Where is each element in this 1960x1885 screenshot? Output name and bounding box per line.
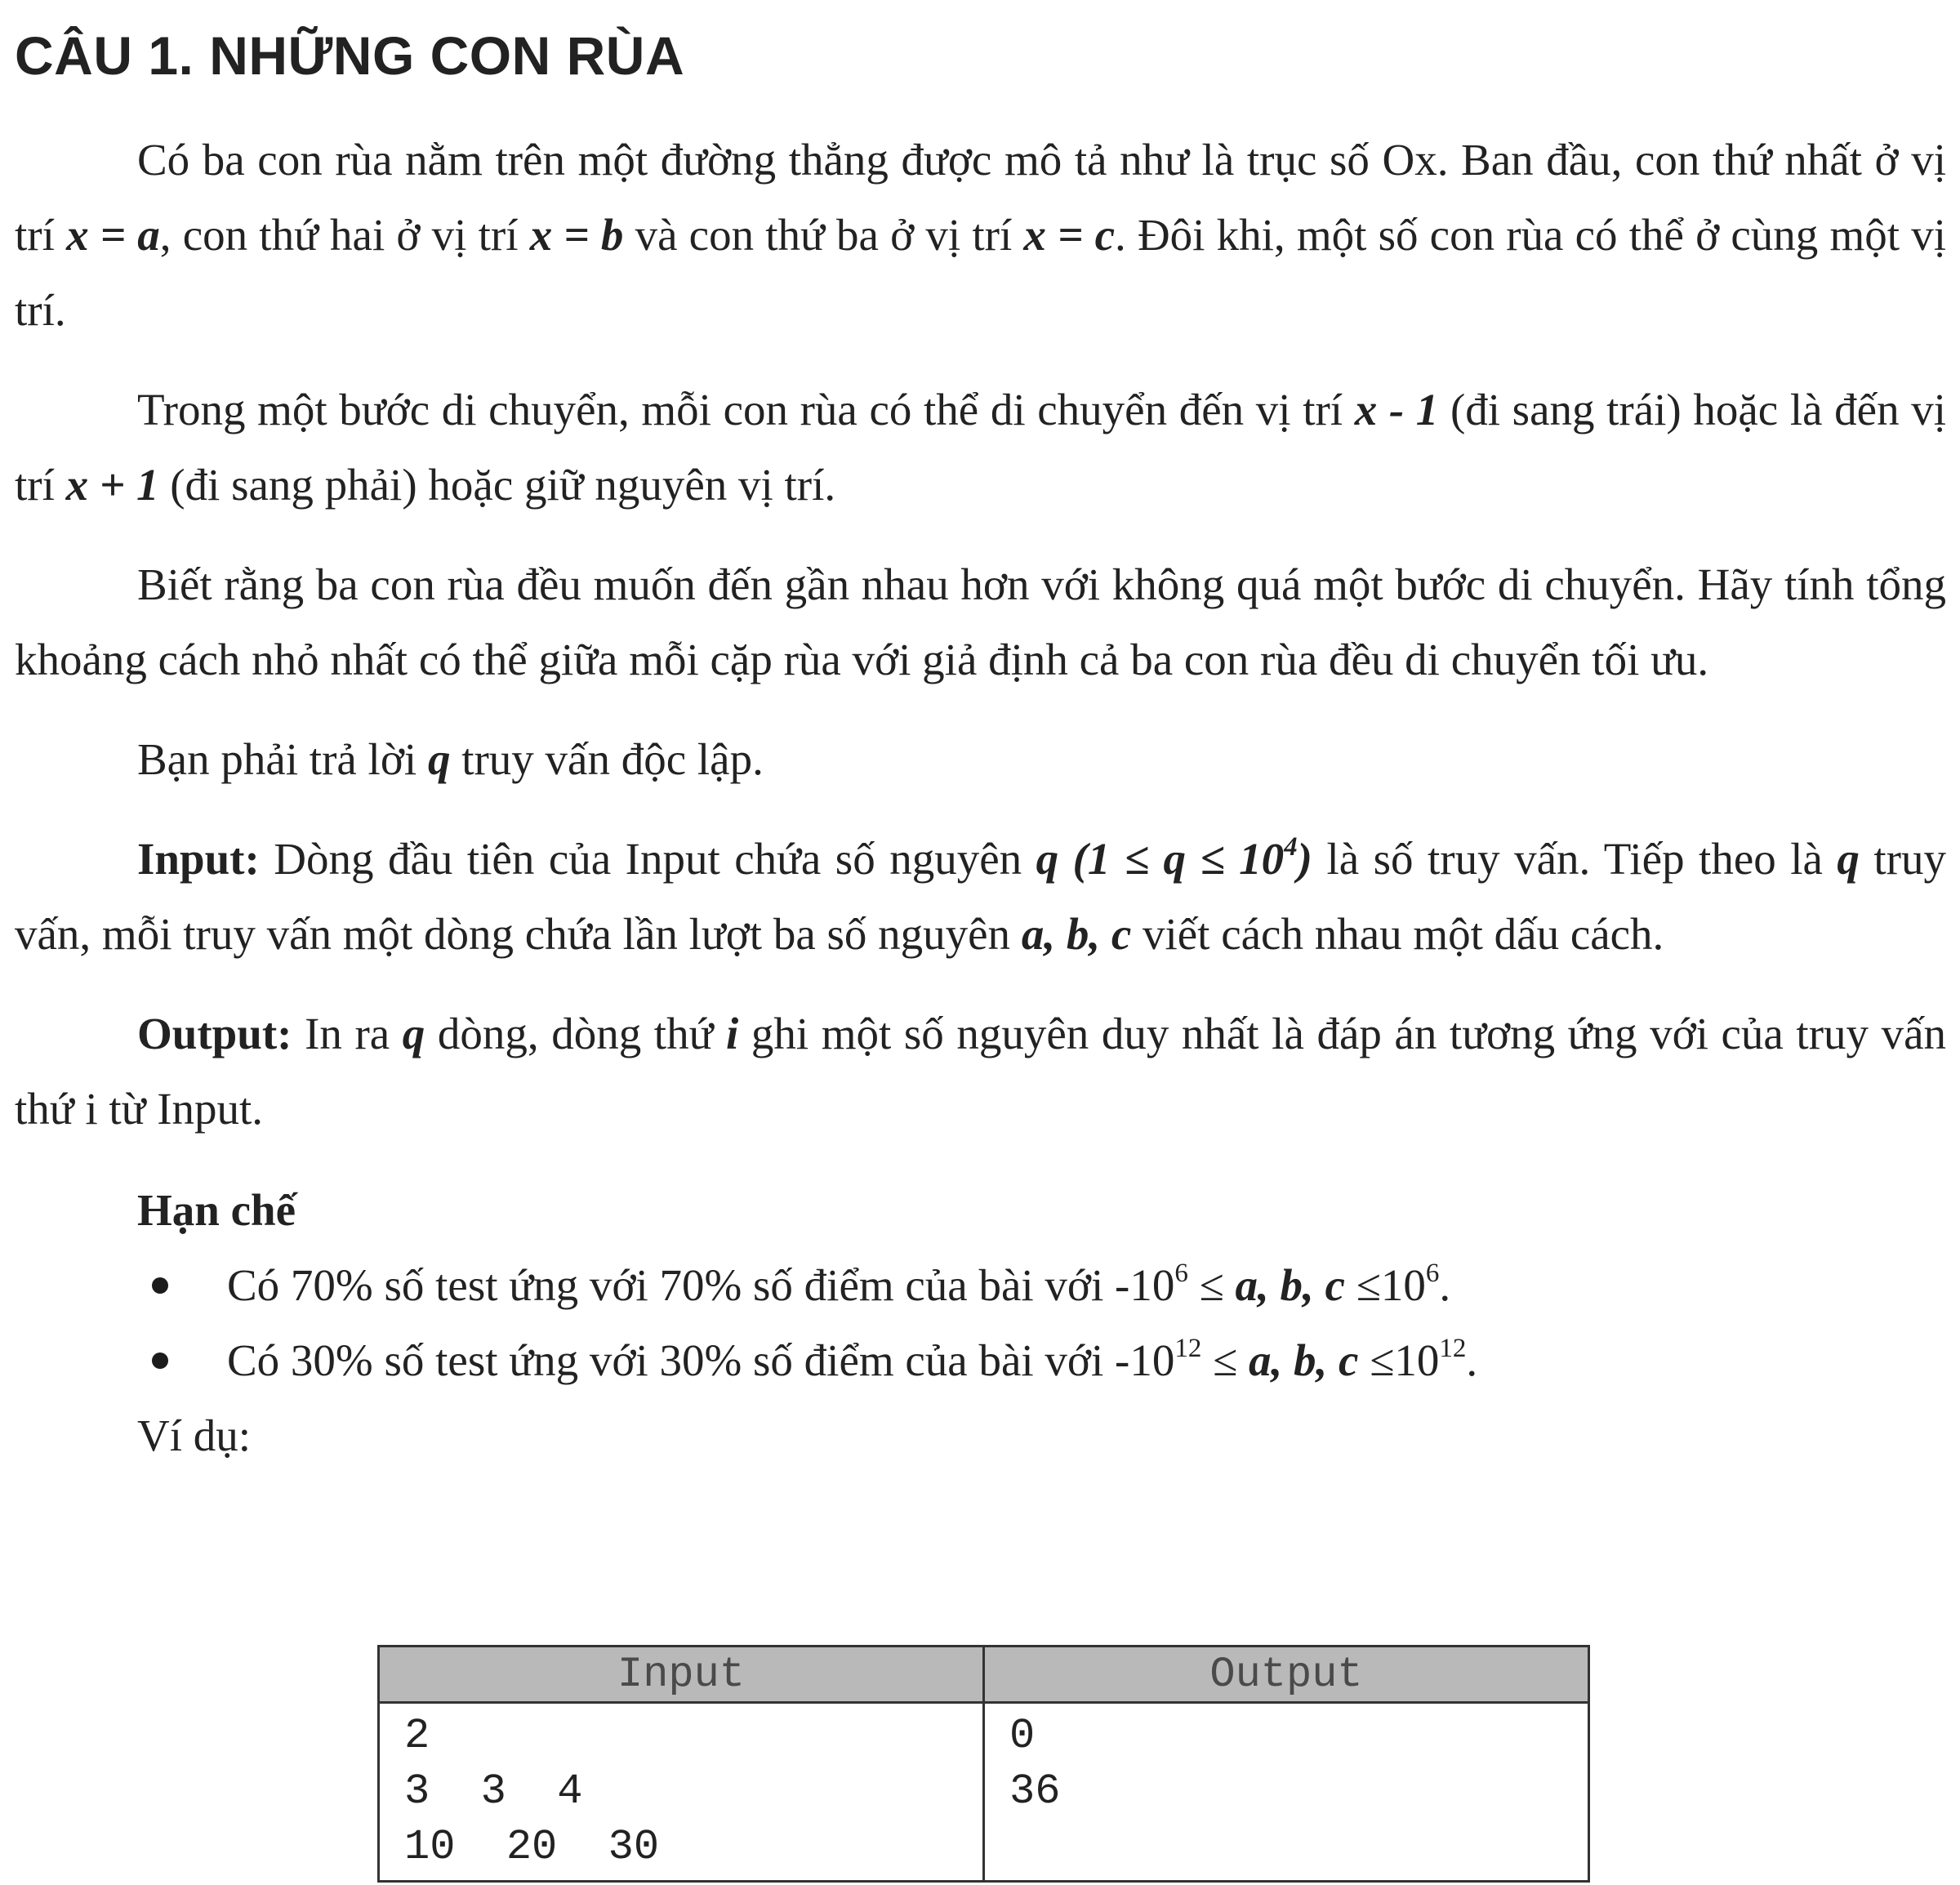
text: ≤	[1201, 1335, 1250, 1385]
list-item	[15, 1323, 1946, 1398]
bullet-icon	[152, 1352, 168, 1369]
text: ≤10	[1344, 1260, 1426, 1310]
text: (đi sang phải) hoặc giữ nguyên vị trí.	[158, 460, 836, 510]
text: In ra	[292, 1009, 403, 1058]
math-x-a: x = a	[66, 210, 160, 260]
exponent: 12	[1174, 1333, 1202, 1363]
sample-output-cell	[984, 1703, 1589, 1882]
paragraph-task: Biết rằng ba con rùa đều muốn đến gần nhau hơn với không quá một bước di chuyển. Hãy tính tổng khoảng cách nhỏ nhất có thể giữa mỗi cặp rùa với giả định cả ba con rùa đều di chuyển tối ưu.	[15, 559, 1946, 684]
table-row	[379, 1703, 1589, 1882]
problem-title: CÂU 1. NHỮNG CON RÙA	[15, 25, 685, 86]
paragraph-output	[15, 996, 1946, 1147]
input-line: 2	[404, 1712, 430, 1760]
exponent: 4	[1284, 831, 1298, 862]
column-header-output: Output	[984, 1647, 1589, 1703]
math-x-b: x = b	[529, 210, 624, 260]
text: truy vấn độc lập.	[450, 734, 764, 784]
text: ≤	[1187, 1260, 1236, 1310]
text: , con thứ hai ở vị trí	[159, 210, 530, 260]
text: Dòng đầu tiên của Input chứa số nguyên	[259, 834, 1036, 884]
text: (đi sang trái) hoặc là đến vị trí	[15, 385, 1946, 510]
text: ≤10	[1358, 1335, 1440, 1385]
output-line: 0	[1009, 1712, 1036, 1760]
output-line: 36	[1009, 1767, 1061, 1816]
text: và con thứ ba ở vị trí	[623, 210, 1024, 260]
math-x-plus-1: x + 1	[65, 460, 159, 510]
sample-table	[377, 1645, 1590, 1883]
math-q: q	[402, 1009, 425, 1058]
input-line: 3 3 4	[404, 1767, 583, 1816]
math-abc: a, b, c	[1021, 909, 1132, 959]
math-i: i	[725, 1009, 739, 1058]
column-header-input: Input	[379, 1647, 984, 1703]
text: .	[1466, 1335, 1478, 1385]
text: Bạn phải trả lời	[137, 734, 428, 784]
exponent: 6	[1174, 1258, 1188, 1288]
sample-input-cell	[379, 1703, 984, 1882]
text: .	[1439, 1260, 1451, 1310]
input-line: 10 20 30	[404, 1823, 660, 1871]
text: dòng, dòng thứ	[425, 1009, 726, 1058]
text: Có ba con rùa nằm trên một đường thẳng được mô tả như là trục số Ox. Ban đầu, con thứ nhất ở vị trí	[15, 135, 1946, 260]
paragraph-queries	[15, 722, 1946, 797]
table-header-row	[379, 1647, 1589, 1703]
example-label: Ví dụ:	[137, 1410, 252, 1460]
limits-list	[15, 1248, 1946, 1398]
text: viết cách nhau một dấu cách.	[1131, 909, 1664, 959]
exponent: 12	[1439, 1333, 1467, 1363]
text: ghi một số nguyên duy nhất là đáp án tương ứng với của truy vấn thứ i từ Input.	[15, 1009, 1947, 1134]
math-q: q	[427, 734, 451, 784]
text: Có 70% số test ứng với 70% số điểm của bài với -10	[227, 1260, 1175, 1310]
paragraph-input	[15, 822, 1946, 972]
text: truy vấn, mỗi truy vấn một dòng chứa lần lượt ba số nguyên	[15, 834, 1946, 959]
math-abc: a, b, c	[1235, 1260, 1345, 1310]
text: Có 30% số test ứng với 30% số điểm của bài với -10	[227, 1335, 1175, 1385]
math-x-c: x = c	[1023, 210, 1116, 260]
text: Trong một bước di chuyển, mỗi con rùa có thể di chuyển đến vị trí	[137, 385, 1355, 434]
text: )	[1297, 834, 1312, 884]
bullet-icon	[152, 1277, 168, 1294]
text: q (1 ≤ q ≤ 10	[1036, 834, 1285, 884]
exponent: 6	[1425, 1258, 1440, 1288]
math-q-range	[1036, 831, 1312, 884]
input-label: Input:	[137, 834, 260, 884]
math-x-minus-1: x - 1	[1354, 385, 1439, 434]
paragraph-move	[15, 372, 1946, 523]
paragraph-intro	[15, 123, 1946, 348]
output-label: Output:	[137, 1009, 292, 1058]
list-item	[15, 1248, 1946, 1323]
math-abc: a, b, c	[1249, 1335, 1359, 1385]
limits-heading: Hạn chế	[137, 1185, 296, 1235]
math-q: q	[1837, 834, 1860, 884]
text: là số truy vấn. Tiếp theo là	[1312, 834, 1838, 884]
problem-body	[15, 123, 1946, 1498]
text: . Đôi khi, một số con rùa có thể ở cùng một vị trí.	[15, 210, 1946, 335]
